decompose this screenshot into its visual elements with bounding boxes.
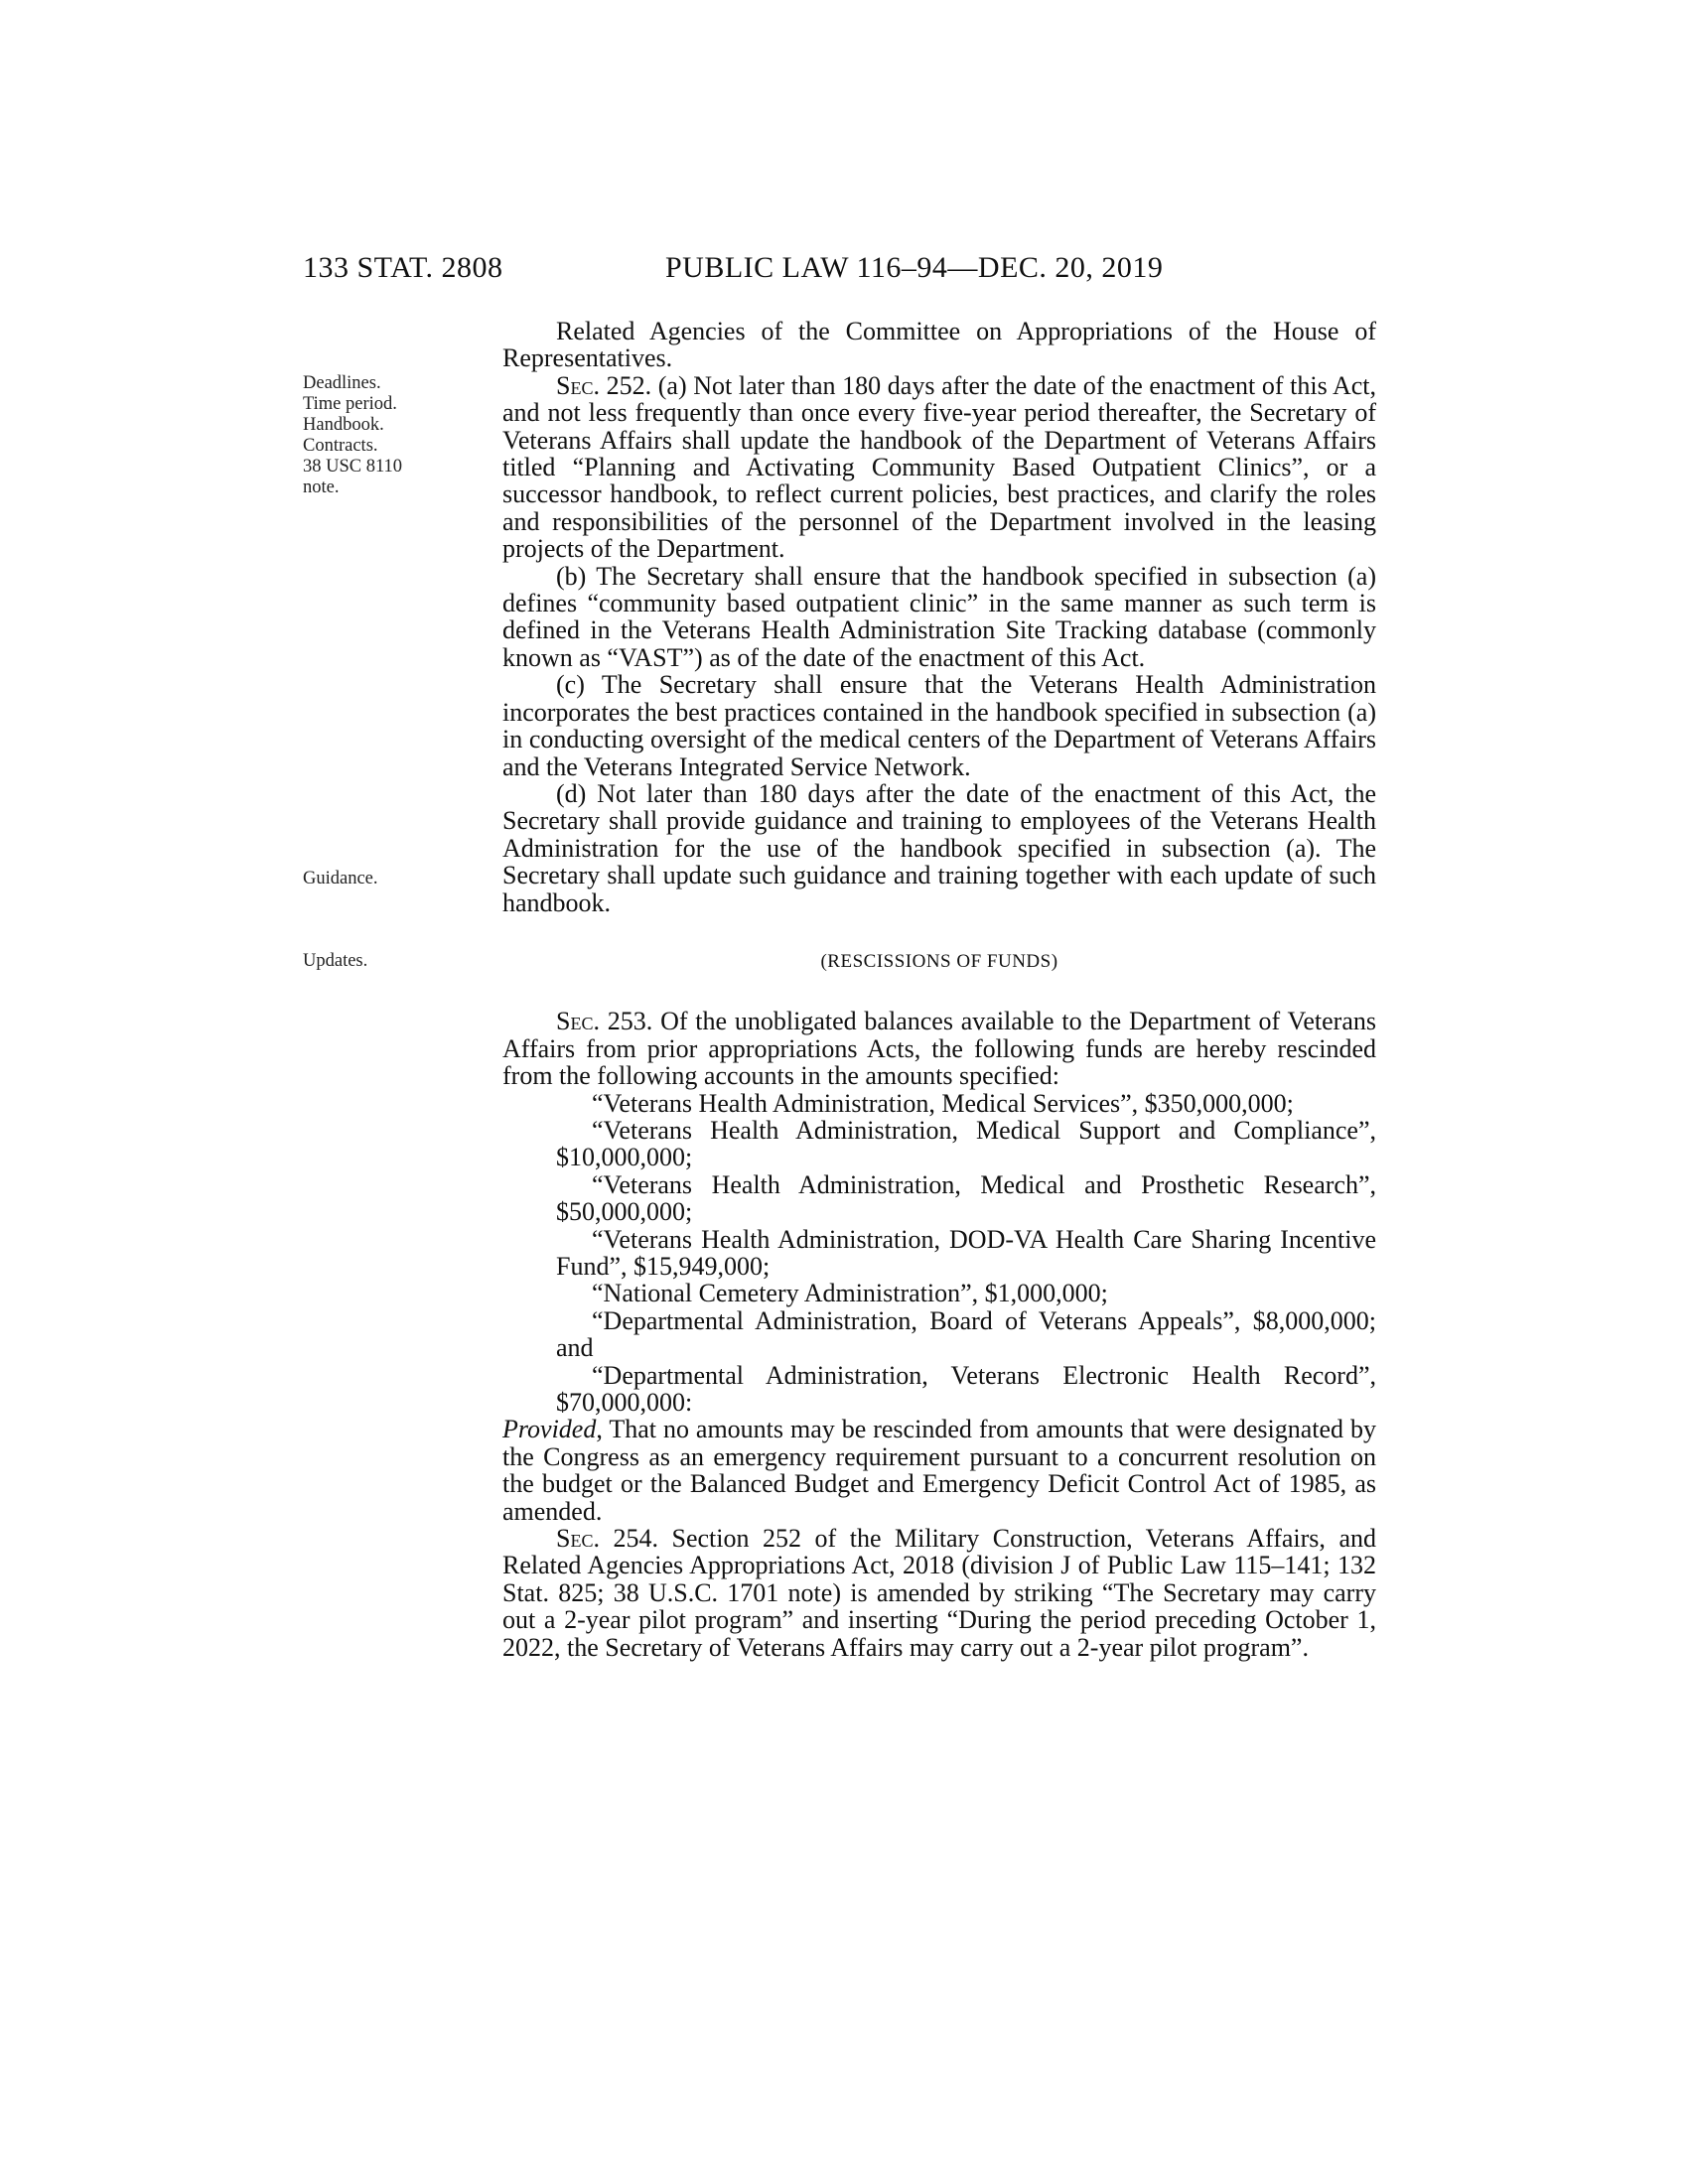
section-254: Sec. 254. Section 252 of the Military Construction, Veterans Affairs, and Related Agencies Appropriations Act, 2018 (division J of Public Law 115–141; 132 Stat. 825; 38 U.S.C. 1701 note) is amended by striking “The Secretary may carry out a 2-year pilot program” and inserting “During the period preceding October 1, 2022, the Secretary of Veterans Affairs may carry out a 2-year pilot program”.	[502, 1524, 1376, 1662]
section-label: Sec.	[556, 370, 600, 400]
section-252-b: (b) The Secretary shall ensure that the handbook specified in subsection (a) defines “community based outpatient clinic” in the same manner as such term is defined in the Veterans Health Administration Site Tracking database (commonly known as “VAST”) as of the date of the enactment of this Act.	[502, 561, 1376, 672]
margin-note-updates: Updates.	[303, 951, 368, 971]
running-header	[303, 248, 1375, 288]
rescission-item: “Veterans Health Administration, Medical and Prosthetic Research”, $50,000,000;	[556, 1169, 1376, 1227]
statute-citation: 133 STAT. 2808	[303, 251, 503, 284]
margin-note-line: Contracts.	[303, 436, 378, 456]
section-252-c: (c) The Secretary shall ensure that the Veterans Health Administration incorporates the best practices contained in the handbook specified in subsection (a) in conducting oversight of the medical centers of the Department of Veterans Affairs and the Veterans Integrated Service Network.	[502, 670, 1376, 781]
section-252-a: Sec. 252. (a) Not later than 180 days after the date of the enactment of this Act, and not less frequently than once every five-year period thereafter, the Secretary of Veterans Affairs shall update the handbook of the Department of Veterans Affairs titled “Planning and Activating Community Based Outpatient Clinics”, or a successor handbook, to reflect current policies, best practices, and clarify the roles and responsibilities of the personnel of the Department involved in the leasing projects of the Department.	[502, 370, 1376, 564]
carryover-paragraph: Related Agencies of the Committee on Appropriations of the House of Representatives.	[502, 317, 1376, 373]
rescission-item: “Departmental Administration, Veterans Electronic Health Record”, $70,000,000:	[556, 1360, 1376, 1418]
section-label: Sec.	[556, 1007, 600, 1036]
margin-note-line: Time period.	[303, 394, 397, 414]
rescission-item: “National Cemetery Administration”, $1,000,000;	[592, 1279, 1108, 1308]
margin-note-line: note.	[303, 478, 340, 497]
margin-note-line: 38 USC 8110	[303, 457, 403, 477]
rescission-item: “Veterans Health Administration, Medical Services”, $350,000,000;	[592, 1088, 1294, 1118]
rescission-item: “Veterans Health Administration, DOD-VA Health Care Sharing Incentive Fund”, $15,949,000;	[556, 1224, 1376, 1281]
section-label: Sec.	[556, 1524, 600, 1554]
rescissions-heading: (RESCISSIONS OF FUNDS)	[820, 950, 1058, 972]
section-253-proviso: Provided, That no amounts may be rescinded from amounts that were designated by the Congress as an emergency requirement pursuant to a concurrent resolution on the budget or the Balanced Budget and Emergency Deficit Control Act of 1985, as amended.	[502, 1415, 1376, 1526]
margin-note-sec252	[303, 373, 402, 498]
margin-note-guidance: Guidance.	[303, 869, 378, 888]
rescission-item: “Veterans Health Administration, Medical Support and Compliance”, $10,000,000;	[556, 1115, 1376, 1172]
margin-note-line: Deadlines.	[303, 373, 381, 393]
section-253-intro: Sec. 253. Of the unobligated balances available to the Department of Veterans Affairs from prior appropriations Acts, the following funds are hereby rescinded from the following accounts in the amounts specified:	[502, 1007, 1376, 1091]
proviso-label: Provided	[502, 1415, 597, 1444]
body-text	[502, 318, 1376, 1661]
rescission-item: “Departmental Administration, Board of Veterans Appeals”, $8,000,000; and	[556, 1305, 1376, 1363]
section-252-d: (d) Not later than 180 days after the date of the enactment of this Act, the Secretary shall provide guidance and training to employees of the Veterans Health Administration for the use of the handbook specified in subsection (a). The Secretary shall update such guidance and training together with each update of such handbook.	[502, 778, 1376, 917]
margin-note-line: Handbook.	[303, 415, 384, 435]
public-law-citation: PUBLIC LAW 116–94—DEC. 20, 2019	[665, 251, 1164, 284]
